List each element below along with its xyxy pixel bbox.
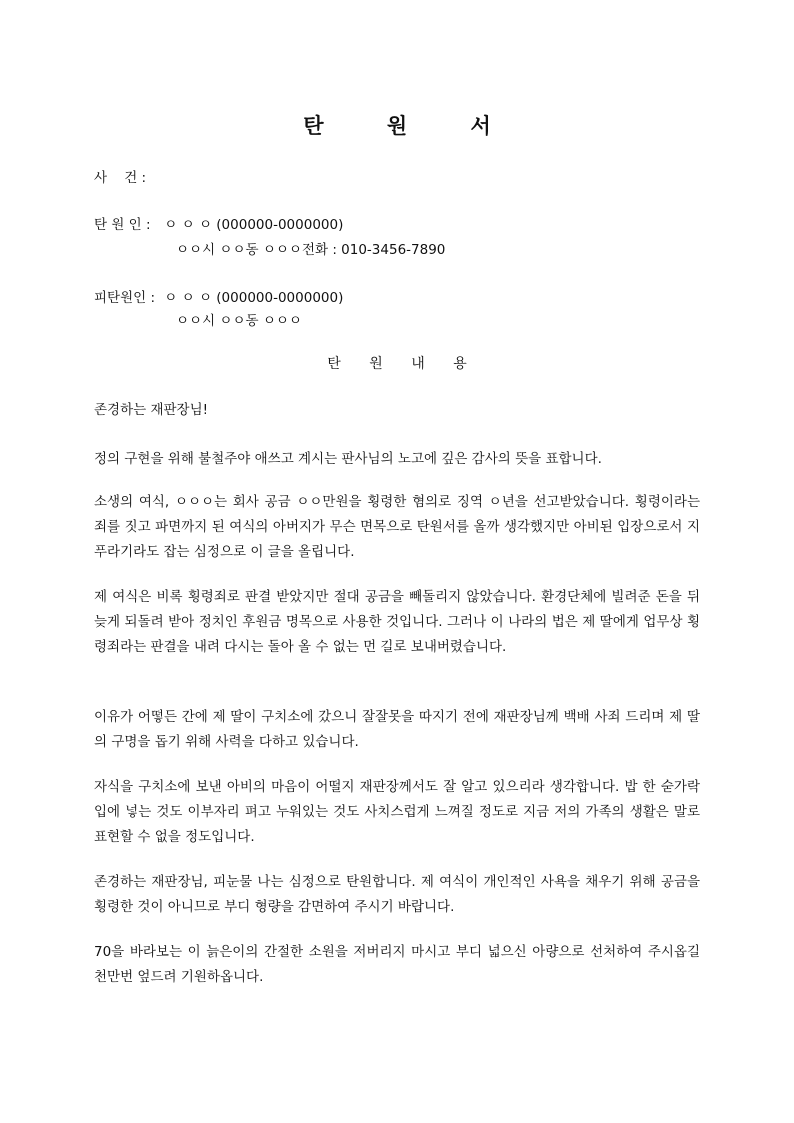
greeting: 존경하는 재판장님! — [94, 402, 209, 418]
paragraph: 존경하는 재판장님, 피눈물 나는 심정으로 탄원합니다. 제 여식이 개인적인 사욕을 채우기 위해 공금을 횡령한 것이 아니므로 부디 형량을 감면하여 주시기 바랍니다. — [94, 874, 700, 915]
paragraph: 70을 바라보는 이 늙은이의 간절한 소원을 저버리지 마시고 부디 넓으신 아량으로 선처하여 주시옵길 천만번 엎드려 기원하옵니다. — [94, 944, 700, 985]
petitioner-line — [94, 213, 343, 233]
case-label: 사 건 : — [94, 170, 147, 186]
subject-line — [94, 286, 343, 306]
petitioner-name-id: ㅇ ㅇ ㅇ (000000-0000000) — [164, 217, 344, 233]
paragraph: 소생의 여식, ㅇㅇㅇ는 회사 공금 ㅇㅇ만원을 횡령한 혐의로 징역 ㅇ년을 선고받았습니다. 횡령이라는 죄를 짓고 파면까지 된 여식의 아버지가 무슨 면목으로 탄원서를 올까 생각했지만 아비된 입장으로서 지푸라기라도 잡는 심정으로 이 글을 올립니다. — [94, 494, 700, 560]
petitioner-label: 탄 원 인 : — [94, 217, 151, 233]
subject-name-id: ㅇ ㅇ ㅇ (000000-0000000) — [164, 290, 344, 306]
petitioner-address: ㅇㅇ시 ㅇㅇ동 ㅇㅇㅇ전화 : 010-3456-7890 — [176, 242, 446, 258]
paragraph: 자식을 구치소에 보낸 아비의 마음이 어떨지 재판장께서도 잘 알고 있으리라 생각합니다. 밥 한 숟가락 입에 넣는 것도 이부자리 펴고 누워있는 것도 사치스럽게 느껴질 정도로 지금 저의 가족의 생활은 말로 표현할 수 없을 정도입니다. — [94, 779, 700, 845]
paragraph: 제 여식은 비록 횡령죄로 판결 받았지만 절대 공금을 빼돌리지 않았습니다. 환경단체에 빌려준 돈을 뒤늦게 되돌려 받아 정치인 후원금 명목으로 사용한 것입니다. 그러나 이 나라의 법은 제 딸에게 업무상 횡령죄라는 판결을 내려 다시는 돌아 올 수 없는 먼 길로 보내버렸습니다. — [94, 589, 700, 655]
section-subtitle: 탄 원 내 용 — [327, 356, 479, 372]
paragraph: 정의 구현을 위해 불철주야 애쓰고 계시는 판사님의 노고에 깊은 감사의 뜻을 표합니다. — [94, 451, 602, 467]
paragraph: 이유가 어떻든 간에 제 딸이 구치소에 갔으니 잘잘못을 따지기 전에 재판장님께 백배 사죄 드리며 제 딸의 구명을 돕기 위해 사력을 다하고 있습니다. — [94, 709, 700, 750]
document-title: 탄 원 서 — [303, 114, 519, 138]
subject-label: 피탄원인 : — [94, 290, 156, 306]
subject-address: ㅇㅇ시 ㅇㅇ동 ㅇㅇㅇ — [176, 313, 302, 329]
case-line — [94, 166, 150, 186]
